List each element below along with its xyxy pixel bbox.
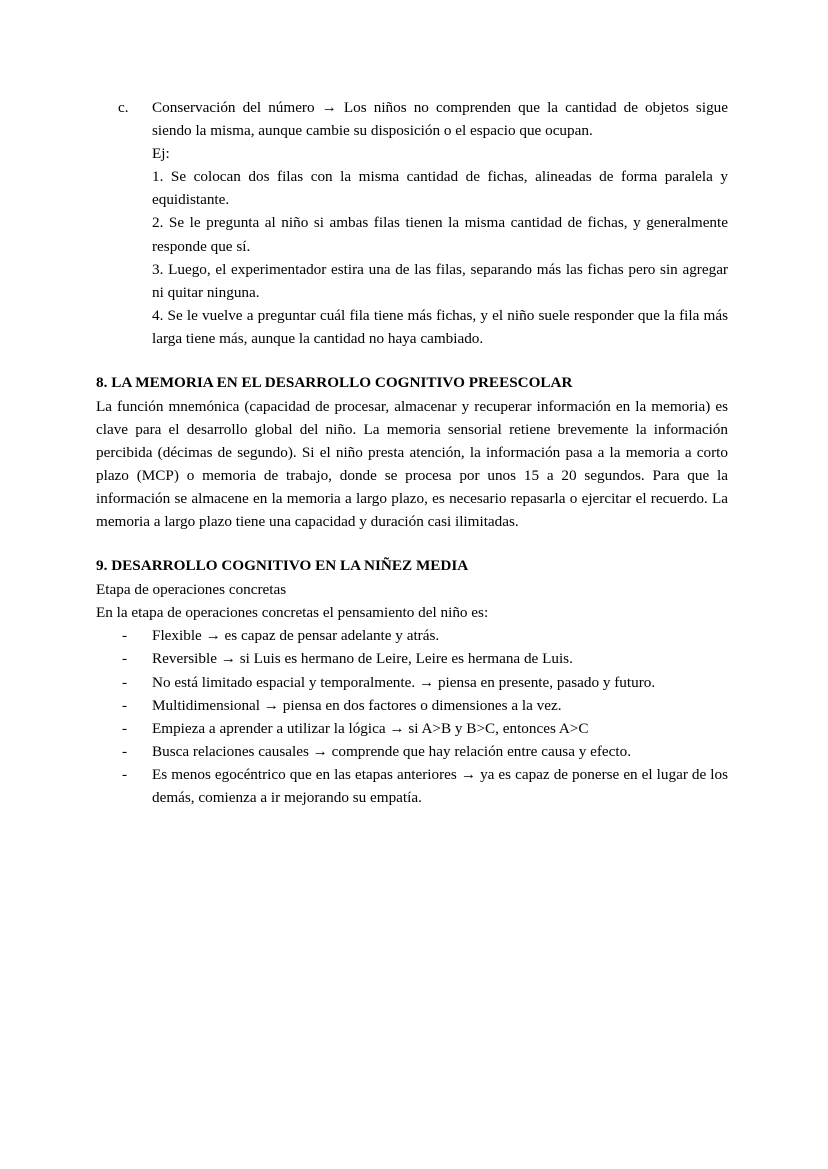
bullet-marker: - xyxy=(122,742,128,760)
list-item xyxy=(122,624,728,647)
list-item-marker: c. xyxy=(118,99,129,116)
list-item xyxy=(122,740,728,763)
bullet-text: Empieza a aprender a utilizar la lógica → si A>B y B>C, entonces A>C xyxy=(152,719,589,737)
bullet-text: Multidimensional → piensa en dos factores o dimensiones a la vez. xyxy=(152,696,562,714)
bullet-text: Es menos egocéntrico que en las etapas anteriores → ya es capaz de ponerse en el lugar de los demás, comienza a ir mejorando su empatía. xyxy=(152,765,728,807)
paragraph: 2. Se le pregunta al niño si ambas filas tienen la misma cantidad de fichas, y generalmente responde que sí. xyxy=(152,214,728,255)
document-body xyxy=(96,96,728,809)
list-item xyxy=(122,694,728,717)
bullet-text: No está limitado espacial y temporalmente. → piensa en presente, pasado y futuro. xyxy=(152,673,656,691)
paragraph: 1. Se colocan dos filas con la misma cantidad de fichas, alineadas de forma paralela y equidistante. xyxy=(152,168,728,209)
paragraph: 4. Se le vuelve a preguntar cuál fila tiene más fichas, y el niño suele responder que la fila más larga tiene más, aunque la cantidad no haya cambiado. xyxy=(152,306,728,347)
bullet-text: Flexible → es capaz de pensar adelante y atrás. xyxy=(152,627,440,645)
bullet-marker: - xyxy=(122,627,128,645)
bullet-marker: - xyxy=(122,673,128,691)
bullet-text: Reversible → si Luis es hermano de Leire, Leire es hermana de Luis. xyxy=(152,650,573,668)
bullet-list xyxy=(96,624,728,809)
list-item xyxy=(122,763,728,809)
bullet-text: Busca relaciones causales → comprende que hay relación entre causa y efecto. xyxy=(152,742,632,760)
bullet-marker: - xyxy=(122,696,128,714)
bullet-marker: - xyxy=(122,765,128,783)
section-8-paragraph: La función mnemónica (capacidad de procesar, almacenar y recuperar información en la memoria) es clave para el desarrollo global del niño. La memoria sensorial retiene brevemente la información percibida (décimas de segundo). Si el niño presta atención, la información pasa a la memoria a corto plazo (MCP) o memoria de trabajo, donde se procesa por unos 15 a 20 segundos. Para que la información se almacene en la memoria a largo plazo, es necesario repasarla o ejercitar el recuerdo. La memoria a largo plazo tiene una capacidad y duración casi ilimitadas. xyxy=(96,397,728,531)
paragraph: Ej: xyxy=(152,145,170,163)
bullet-marker: - xyxy=(122,719,128,737)
list-item xyxy=(122,647,728,670)
list-item xyxy=(122,671,728,694)
paragraph: Conservación del número → Los niños no comprenden que la cantidad de objetos sigue siendo la misma, aunque cambie su disposición o el espacio que ocupan. xyxy=(152,99,728,140)
list-item xyxy=(114,96,728,350)
section-heading-9: 9. DESARROLLO COGNITIVO EN LA NIÑEZ MEDIA xyxy=(96,557,469,575)
section-9-intro: En la etapa de operaciones concretas el pensamiento del niño es: xyxy=(96,604,489,622)
section-9-subheading: Etapa de operaciones concretas xyxy=(96,581,287,599)
list-item xyxy=(122,717,728,740)
bullet-marker: - xyxy=(122,650,128,668)
list-item-body xyxy=(152,96,728,350)
section-heading-8: 8. LA MEMORIA EN EL DESARROLLO COGNITIVO PREESCOLAR xyxy=(96,374,573,392)
paragraph: 3. Luego, el experimentador estira una de las filas, separando más las fichas pero sin agregar ni quitar ninguna. xyxy=(152,260,728,301)
